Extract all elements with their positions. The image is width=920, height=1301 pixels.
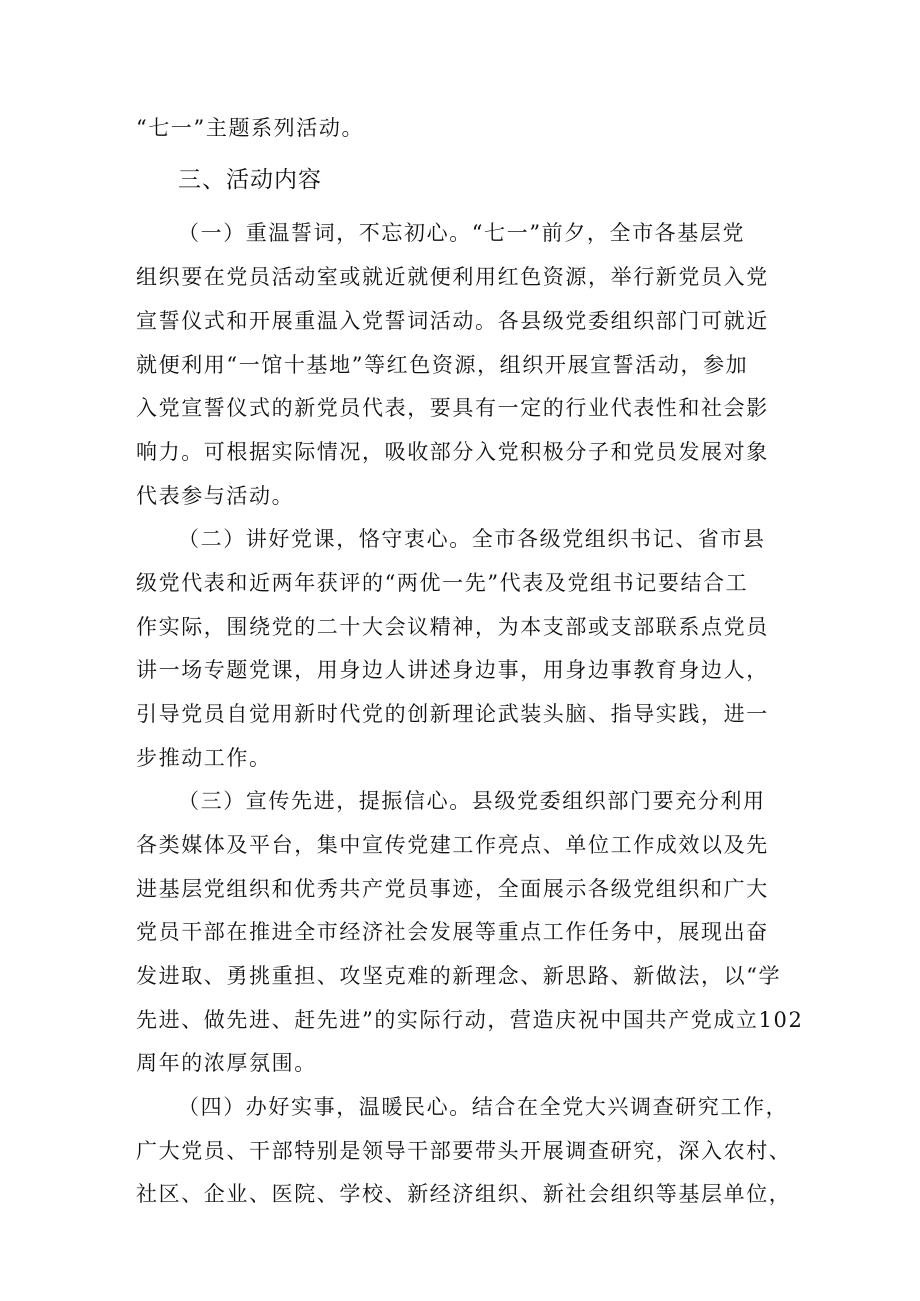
paragraph-2-line-5: 引导党员自觉用新时代党的创新理论武装头脑、指导实践，进一 bbox=[136, 702, 769, 726]
paragraph-2-line-6: 步推动工作。 bbox=[136, 746, 272, 770]
paragraph-3-line-7: 周年的浓厚氛围。 bbox=[136, 1051, 317, 1075]
paragraph-1-line-3: 宣誓仪式和开展重温入党誓词活动。各县级党委组织部门可就近 bbox=[136, 309, 769, 333]
paragraph-1-line-2: 组织要在党员活动室或就近就便利用红色资源，举行新党员入党 bbox=[136, 265, 769, 289]
paragraph-1-line-5: 入党宣誓仪式的新党员代表，要具有一定的行业代表性和社会影 bbox=[136, 396, 769, 420]
paragraph-1-line-1: （一）重温誓词，不忘初心。“七一”前夕，全市各基层党 bbox=[178, 221, 746, 245]
paragraph-2-line-4: 讲一场专题党课，用身边人讲述身边事，用身边事教育身边人， bbox=[136, 658, 769, 682]
paragraph-3-line-2: 各类媒体及平台，集中宣传党建工作亮点、单位工作成效以及先 bbox=[136, 833, 769, 857]
paragraph-3-line-4: 党员干部在推进全市经济社会发展等重点工作任务中，展现出奋 bbox=[136, 920, 769, 944]
paragraph-3-line-5: 发进取、勇挑重担、攻坚克难的新理念、新思路、新做法，以“学 bbox=[136, 964, 782, 988]
paragraph-2-line-2: 级党代表和近两年获评的“两优一先”代表及党组书记要结合工 bbox=[136, 571, 749, 595]
paragraph-1-line-7: 代表参与活动。 bbox=[136, 484, 295, 508]
paragraph-3-line-1: （三）宣传先进，提振信心。县级党委组织部门要充分利用 bbox=[178, 789, 766, 813]
paragraph-1-line-4: 就便利用“一馆十基地”等红色资源，组织开展宣誓活动，参加 bbox=[136, 353, 749, 377]
section-heading: 三、活动内容 bbox=[178, 167, 322, 193]
paragraph-2-line-3: 作实际，围绕党的二十大会议精神，为本支部或支部联系点党员 bbox=[136, 615, 769, 639]
paragraph-3-line-6: 先进、做先进、赶先进”的实际行动，营造庆祝中国共产党成立102 bbox=[136, 1008, 804, 1032]
paragraph-4-line-1: （四）办好实事，温暖民心。结合在全党大兴调查研究工作， bbox=[178, 1095, 789, 1119]
text-line-1: “七一”主题系列活动。 bbox=[136, 116, 365, 140]
paragraph-1-line-6: 响力。可根据实际情况，吸收部分入党积极分子和党员发展对象 bbox=[136, 440, 769, 464]
paragraph-4-line-2: 广大党员、干部特别是领导干部要带头开展调查研究，深入农村、 bbox=[136, 1139, 792, 1163]
paragraph-2-line-1: （二）讲好党课，恪守衷心。全市各级党组织书记、省市县 bbox=[178, 527, 766, 551]
paragraph-4-line-3: 社区、企业、医院、学校、新经济组织、新社会组织等基层单位， bbox=[136, 1182, 792, 1206]
paragraph-3-line-3: 进基层党组织和优秀共产党员事迹，全面展示各级党组织和广大 bbox=[136, 877, 769, 901]
